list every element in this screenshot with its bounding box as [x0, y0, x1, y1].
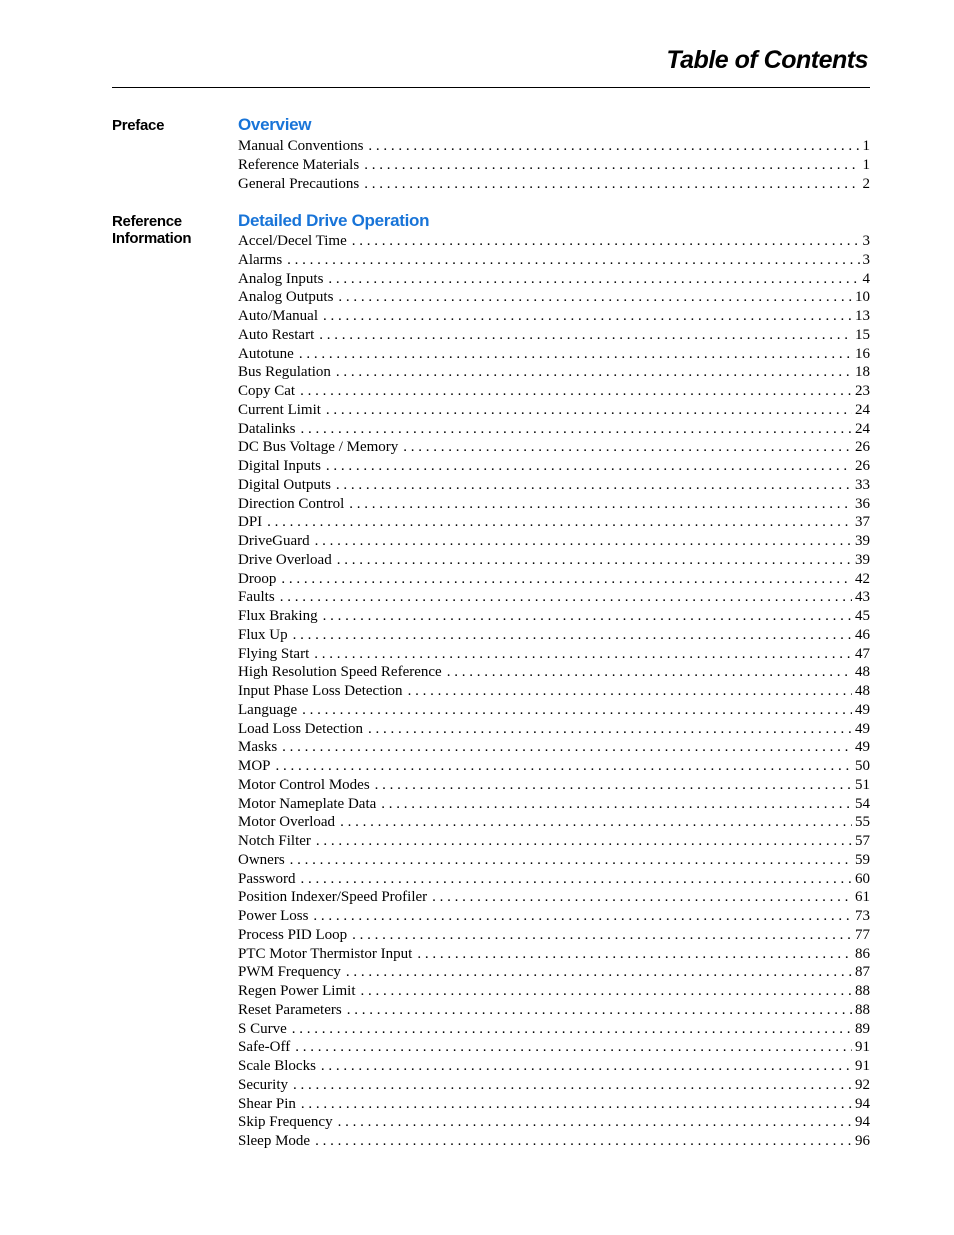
reference-information-label — [112, 213, 222, 247]
toc-entry[interactable] — [238, 720, 870, 739]
dot-leader — [338, 1113, 852, 1132]
dot-leader — [326, 457, 852, 476]
dot-leader — [287, 251, 859, 270]
toc-entry-page: 26 — [855, 439, 870, 456]
toc-entry-page: 54 — [855, 795, 870, 812]
dot-leader — [326, 401, 852, 420]
toc-entry-title: Accel/Decel Time — [238, 233, 347, 249]
toc-entry-title: Droop — [238, 570, 277, 587]
toc-entry[interactable] — [238, 1001, 870, 1020]
toc-entry[interactable] — [238, 288, 870, 307]
dot-leader — [290, 851, 852, 870]
toc-entry-title: Security — [238, 1076, 288, 1093]
toc-entry[interactable] — [238, 963, 870, 982]
toc-entry-title: Reset Parameters — [238, 1001, 342, 1018]
toc-entry-page: 1 — [862, 138, 870, 154]
toc-entry[interactable] — [238, 813, 870, 832]
toc-entry[interactable] — [238, 1095, 870, 1114]
dot-leader — [408, 682, 852, 701]
page-title: Table of Contents — [666, 46, 868, 74]
toc-entry-page: 48 — [855, 664, 870, 681]
reference-entries — [238, 232, 870, 1151]
toc-entry-page: 49 — [855, 701, 870, 718]
preface-label: Preface — [112, 117, 165, 134]
toc-entry-title: Flying Start — [238, 645, 310, 662]
toc-entry[interactable] — [238, 382, 870, 401]
toc-entry[interactable] — [238, 345, 870, 364]
toc-entry-page: 26 — [855, 458, 870, 474]
toc-entry-page: 1 — [862, 156, 870, 173]
toc-entry[interactable] — [238, 156, 870, 175]
dot-leader — [352, 926, 852, 945]
toc-entry-page: 59 — [855, 851, 870, 868]
toc-entry[interactable] — [238, 926, 870, 945]
toc-entry[interactable] — [238, 588, 870, 607]
dot-leader — [364, 156, 859, 175]
toc-entry-title: Masks — [238, 739, 278, 756]
toc-entry[interactable] — [238, 870, 870, 889]
toc-entry-page: 33 — [855, 476, 870, 493]
toc-entry-title: Process PID Loop — [238, 926, 348, 943]
toc-entry[interactable] — [238, 251, 870, 270]
toc-entry[interactable] — [238, 1020, 870, 1039]
toc-entry[interactable] — [238, 232, 870, 251]
toc-entry-title: PTC Motor Thermistor Input — [238, 945, 413, 962]
toc-entry-title: Drive Overload — [238, 551, 332, 568]
toc-entry-page: 47 — [855, 645, 870, 662]
toc-entry-page: 37 — [855, 514, 870, 531]
detailed-drive-operation-heading: Detailed Drive Operation — [238, 211, 430, 230]
dot-leader — [281, 570, 852, 589]
toc-entry-title: Password — [238, 870, 296, 887]
toc-entry-page: 61 — [855, 889, 870, 906]
toc-entry-page: 92 — [855, 1076, 870, 1093]
toc-entry-title: Regen Power Limit — [238, 983, 356, 999]
toc-entry[interactable] — [238, 270, 870, 289]
dot-leader — [381, 795, 852, 814]
toc-entry-title: Datalinks — [238, 420, 296, 437]
toc-entry-title: DC Bus Voltage / Memory — [238, 439, 399, 456]
dot-leader — [368, 137, 859, 156]
toc-entry-title: General Precautions — [238, 175, 360, 192]
toc-entry-title: Bus Regulation — [238, 364, 331, 381]
toc-entry-page: 94 — [855, 1095, 870, 1112]
toc-entry-title: MOP — [238, 758, 271, 774]
toc-entry-page: 88 — [855, 983, 870, 999]
toc-entry-page: 91 — [855, 1058, 870, 1074]
header-rule — [112, 87, 870, 88]
dot-leader — [280, 588, 852, 607]
toc-entry[interactable] — [238, 701, 870, 720]
toc-entry-title: Motor Overload — [238, 814, 336, 831]
toc-entry[interactable] — [238, 795, 870, 814]
toc-entry-page: 24 — [855, 401, 870, 418]
toc-entry[interactable] — [238, 982, 870, 1001]
toc-entry-page: 48 — [855, 683, 870, 699]
dot-leader — [315, 1132, 852, 1151]
dot-leader — [340, 813, 852, 832]
dot-leader — [337, 551, 852, 570]
toc-entry[interactable] — [238, 1038, 870, 1057]
dot-leader — [368, 720, 852, 739]
toc-entry-page: 3 — [862, 251, 870, 268]
dot-leader — [349, 495, 852, 514]
dot-leader — [346, 963, 852, 982]
dot-leader — [316, 832, 852, 851]
dot-leader — [323, 607, 852, 626]
toc-entry[interactable] — [238, 682, 870, 701]
toc-entry[interactable] — [238, 607, 870, 626]
toc-entry-title: Language — [238, 701, 298, 718]
dot-leader — [293, 1076, 852, 1095]
toc-entry-page: 4 — [862, 270, 870, 287]
toc-entry[interactable] — [238, 532, 870, 551]
toc-entry[interactable] — [238, 476, 870, 495]
toc-entry-title: Input Phase Loss Detection — [238, 683, 403, 699]
dot-leader — [301, 420, 853, 439]
dot-leader — [328, 270, 859, 289]
toc-entry-page: 3 — [862, 233, 870, 249]
toc-entry-page: 13 — [855, 308, 870, 324]
dot-leader — [432, 888, 852, 907]
dot-leader — [417, 945, 852, 964]
toc-entry[interactable] — [238, 738, 870, 757]
toc-entry-title: Autotune — [238, 345, 294, 362]
toc-entry[interactable] — [238, 457, 870, 476]
dot-leader — [319, 326, 852, 345]
dot-leader — [447, 663, 852, 682]
toc-entry-title: Auto Restart — [238, 326, 315, 343]
reference-label-line2: Information — [112, 230, 192, 247]
toc-entry-page: 46 — [855, 626, 870, 643]
toc-entry-page: 18 — [855, 364, 870, 381]
toc-entry-page: 23 — [855, 383, 870, 399]
toc-entry[interactable] — [238, 551, 870, 570]
dot-leader — [302, 701, 852, 720]
toc-entry-page: 94 — [855, 1114, 870, 1131]
toc-entry[interactable] — [238, 307, 870, 326]
toc-entry-title: Motor Nameplate Data — [238, 795, 377, 812]
toc-entry[interactable] — [238, 401, 870, 420]
toc-entry-title: Flux Braking — [238, 608, 318, 624]
toc-entry-page: 87 — [855, 964, 870, 981]
toc-entry-page: 51 — [855, 776, 870, 793]
dot-leader — [313, 907, 852, 926]
toc-entry[interactable] — [238, 645, 870, 664]
dot-leader — [301, 1095, 852, 1114]
dot-leader — [292, 1020, 852, 1039]
toc-entry[interactable] — [238, 851, 870, 870]
toc-entry-page: 77 — [855, 926, 870, 943]
toc-entry[interactable] — [238, 907, 870, 926]
toc-entry[interactable] — [238, 663, 870, 682]
toc-entry-page: 55 — [855, 814, 870, 831]
dot-leader — [338, 288, 852, 307]
toc-entry-title: Flux Up — [238, 626, 288, 643]
toc-entry-page: 42 — [855, 570, 870, 587]
dot-leader — [299, 345, 852, 364]
toc-entry[interactable] — [238, 888, 870, 907]
toc-entry-title: Auto/Manual — [238, 308, 318, 324]
toc-entry-title: Power Loss — [238, 908, 309, 924]
toc-entry-page: 88 — [855, 1001, 870, 1018]
dot-leader — [301, 870, 852, 889]
toc-entry-title: Current Limit — [238, 401, 321, 418]
toc-entry-page: 36 — [855, 495, 870, 512]
toc-entry-title: Shear Pin — [238, 1095, 296, 1112]
toc-entry-page: 10 — [855, 289, 870, 306]
toc-entry-title: Faults — [238, 589, 275, 606]
toc-entry[interactable] — [238, 175, 870, 194]
dot-leader — [360, 982, 852, 1001]
toc-entry-page: 15 — [855, 326, 870, 343]
toc-entry-page: 49 — [855, 739, 870, 756]
toc-entry-title: PWM Frequency — [238, 964, 341, 981]
toc-entry-page: 43 — [855, 589, 870, 606]
toc-entry-title: Owners — [238, 851, 285, 868]
dot-leader — [300, 382, 852, 401]
dot-leader — [347, 1001, 852, 1020]
toc-entry[interactable] — [238, 570, 870, 589]
toc-entry[interactable] — [238, 626, 870, 645]
toc-entry-title: High Resolution Speed Reference — [238, 664, 442, 681]
toc-entry-page: 60 — [855, 870, 870, 887]
toc-entry-title: Alarms — [238, 251, 283, 268]
preface-entries — [238, 137, 870, 193]
dot-leader — [336, 363, 852, 382]
toc-entry-title: Skip Frequency — [238, 1114, 333, 1131]
toc-entry-page: 57 — [855, 833, 870, 849]
toc-entry[interactable] — [238, 945, 870, 964]
dot-leader — [323, 307, 852, 326]
toc-entry[interactable] — [238, 438, 870, 457]
dot-leader — [364, 175, 859, 194]
dot-leader — [336, 476, 852, 495]
toc-entry-page: 16 — [855, 345, 870, 362]
toc-entry-page: 50 — [855, 758, 870, 774]
toc-entry-title: Copy Cat — [238, 383, 296, 399]
dot-leader — [267, 513, 852, 532]
toc-entry-title: Load Loss Detection — [238, 720, 363, 737]
toc-entry-page: 91 — [855, 1039, 870, 1056]
dot-leader — [403, 438, 852, 457]
toc-entry-page: 86 — [855, 945, 870, 962]
reference-label-line1: Reference — [112, 213, 182, 230]
toc-entry-title: Scale Blocks — [238, 1058, 316, 1074]
overview-heading: Overview — [238, 115, 312, 134]
toc-entry-page: 73 — [855, 908, 870, 924]
toc-entry-title: Sleep Mode — [238, 1133, 311, 1149]
toc-entry-title: Digital Outputs — [238, 476, 331, 493]
toc-entry-title: Analog Outputs — [238, 289, 334, 306]
dot-leader — [276, 757, 852, 776]
dot-leader — [375, 776, 852, 795]
toc-entry[interactable] — [238, 363, 870, 382]
toc-entry-title: Direction Control — [238, 495, 345, 512]
toc-entry-title: Notch Filter — [238, 833, 311, 849]
toc-entry-page: 39 — [855, 551, 870, 568]
toc-entry-title: Digital Inputs — [238, 458, 321, 474]
toc-entry[interactable] — [238, 420, 870, 439]
toc-entry-page: 45 — [855, 608, 870, 624]
toc-entry[interactable] — [238, 137, 870, 156]
toc-entry-title: Analog Inputs — [238, 270, 324, 287]
toc-entry-title: DPI — [238, 514, 263, 531]
toc-entry-page: 39 — [855, 533, 870, 549]
toc-entry[interactable] — [238, 513, 870, 532]
toc-entry-title: Reference Materials — [238, 156, 360, 173]
toc-entry-page: 89 — [855, 1020, 870, 1037]
dot-leader — [293, 626, 852, 645]
toc-entry-title: DriveGuard — [238, 533, 310, 549]
toc-entry-page: 96 — [855, 1133, 870, 1149]
toc-entry[interactable] — [238, 495, 870, 514]
toc-entry-page: 49 — [855, 720, 870, 737]
dot-leader — [295, 1038, 852, 1057]
toc-entry[interactable] — [238, 832, 870, 851]
toc-entry-title: S Curve — [238, 1020, 287, 1037]
toc-entry-page: 24 — [855, 420, 870, 437]
toc-entry[interactable] — [238, 1057, 870, 1076]
toc-entry[interactable] — [238, 326, 870, 345]
dot-leader — [352, 232, 860, 251]
toc-entry-title: Safe-Off — [238, 1039, 291, 1056]
toc-entry-page: 2 — [862, 175, 870, 192]
toc-entry-title: Position Indexer/Speed Profiler — [238, 889, 428, 906]
dot-leader — [321, 1057, 852, 1076]
toc-entry-title: Manual Conventions — [238, 138, 364, 154]
dot-leader — [282, 738, 852, 757]
dot-leader — [315, 532, 852, 551]
dot-leader — [314, 645, 852, 664]
toc-entry[interactable] — [238, 1132, 870, 1151]
toc-entry[interactable] — [238, 1113, 870, 1132]
toc-entry[interactable] — [238, 1076, 870, 1095]
toc-entry[interactable] — [238, 776, 870, 795]
toc-entry[interactable] — [238, 757, 870, 776]
toc-entry-title: Motor Control Modes — [238, 776, 370, 793]
